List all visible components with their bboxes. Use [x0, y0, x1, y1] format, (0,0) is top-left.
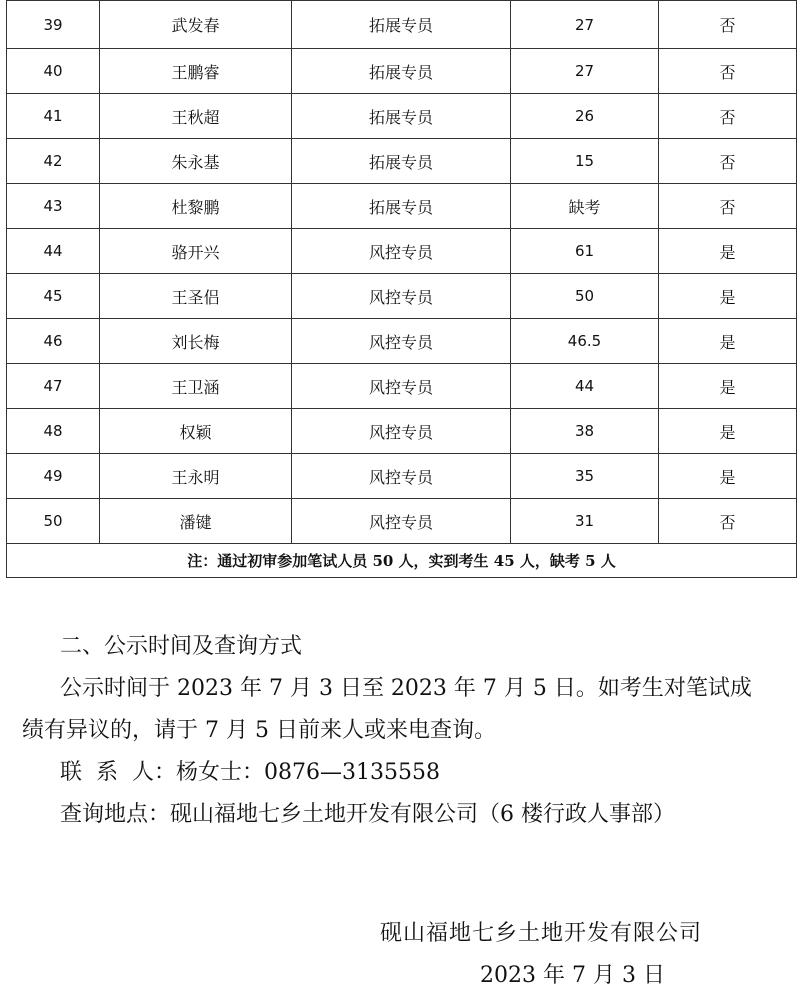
table-note: 注：通过初审参加笔试人员 50 人，实到考生 45 人，缺考 5 人	[7, 544, 797, 578]
score: 46.5	[511, 319, 659, 364]
table-row	[7, 229, 797, 274]
score: 38	[511, 409, 659, 454]
row-number: 41	[7, 94, 100, 139]
advance-status: 否	[659, 139, 797, 184]
candidate-name: 王卫涵	[100, 364, 292, 409]
candidate-name: 王秋超	[100, 94, 292, 139]
candidate-name: 朱永基	[100, 139, 292, 184]
advance-status: 是	[659, 454, 797, 499]
advance-status: 是	[659, 409, 797, 454]
results-table	[6, 0, 797, 578]
advance-status: 是	[659, 229, 797, 274]
row-number: 50	[7, 499, 100, 544]
section-title: 二、公示时间及查询方式	[60, 634, 303, 659]
position: 风控专员	[292, 454, 511, 499]
position: 风控专员	[292, 499, 511, 544]
table-row	[7, 184, 797, 229]
row-number: 49	[7, 454, 100, 499]
score: 61	[511, 229, 659, 274]
candidate-name: 权颖	[100, 409, 292, 454]
advance-status: 是	[659, 274, 797, 319]
advance-status: 否	[659, 184, 797, 229]
table-row	[7, 319, 797, 364]
table-row	[7, 94, 797, 139]
contact-person: 联 系 人：杨女士：0876—3135558	[60, 760, 440, 785]
candidate-name: 杜黎鹏	[100, 184, 292, 229]
row-number: 45	[7, 274, 100, 319]
candidate-name: 武发春	[100, 1, 292, 49]
table-row	[7, 274, 797, 319]
score: 44	[511, 364, 659, 409]
table-row	[7, 454, 797, 499]
table-row	[7, 364, 797, 409]
publicity-period: 公示时间于 2023 年 7 月 3 日至 2023 年 7 月 5 日。如考生对笔试成绩有异议的，请于 7 月 5 日前来人或来电查询。	[22, 676, 752, 743]
position: 风控专员	[292, 319, 511, 364]
advance-status: 否	[659, 499, 797, 544]
position: 拓展专员	[292, 49, 511, 94]
advance-status: 是	[659, 364, 797, 409]
score: 50	[511, 274, 659, 319]
position: 风控专员	[292, 274, 511, 319]
row-number: 40	[7, 49, 100, 94]
advance-status: 否	[659, 94, 797, 139]
table-row	[7, 49, 797, 94]
signature-date: 2023 年 7 月 3 日	[480, 963, 665, 988]
candidate-name: 王圣侣	[100, 274, 292, 319]
position: 拓展专员	[292, 184, 511, 229]
score: 35	[511, 454, 659, 499]
candidate-name: 刘长梅	[100, 319, 292, 364]
candidate-name: 王永明	[100, 454, 292, 499]
row-number: 44	[7, 229, 100, 274]
score: 15	[511, 139, 659, 184]
row-number: 39	[7, 1, 100, 49]
score: 31	[511, 499, 659, 544]
inquiry-address: 查询地点：砚山福地七乡土地开发有限公司（6 楼行政人事部）	[60, 802, 675, 827]
candidate-name: 王鹏睿	[100, 49, 292, 94]
position: 拓展专员	[292, 139, 511, 184]
position: 风控专员	[292, 409, 511, 454]
row-number: 42	[7, 139, 100, 184]
score: 27	[511, 49, 659, 94]
candidate-name: 骆开兴	[100, 229, 292, 274]
position: 风控专员	[292, 229, 511, 274]
score: 27	[511, 1, 659, 49]
table-row	[7, 1, 797, 49]
candidate-name: 潘键	[100, 499, 292, 544]
row-number: 46	[7, 319, 100, 364]
advance-status: 否	[659, 1, 797, 49]
position: 拓展专员	[292, 94, 511, 139]
advance-status: 否	[659, 49, 797, 94]
position: 风控专员	[292, 364, 511, 409]
table-row	[7, 409, 797, 454]
row-number: 47	[7, 364, 100, 409]
table-note-row	[7, 544, 797, 578]
signature-company: 砚山福地七乡土地开发有限公司	[380, 921, 703, 946]
position: 拓展专员	[292, 1, 511, 49]
score: 26	[511, 94, 659, 139]
table-row	[7, 139, 797, 184]
row-number: 48	[7, 409, 100, 454]
advance-status: 是	[659, 319, 797, 364]
table-row	[7, 499, 797, 544]
row-number: 43	[7, 184, 100, 229]
score: 缺考	[511, 184, 659, 229]
